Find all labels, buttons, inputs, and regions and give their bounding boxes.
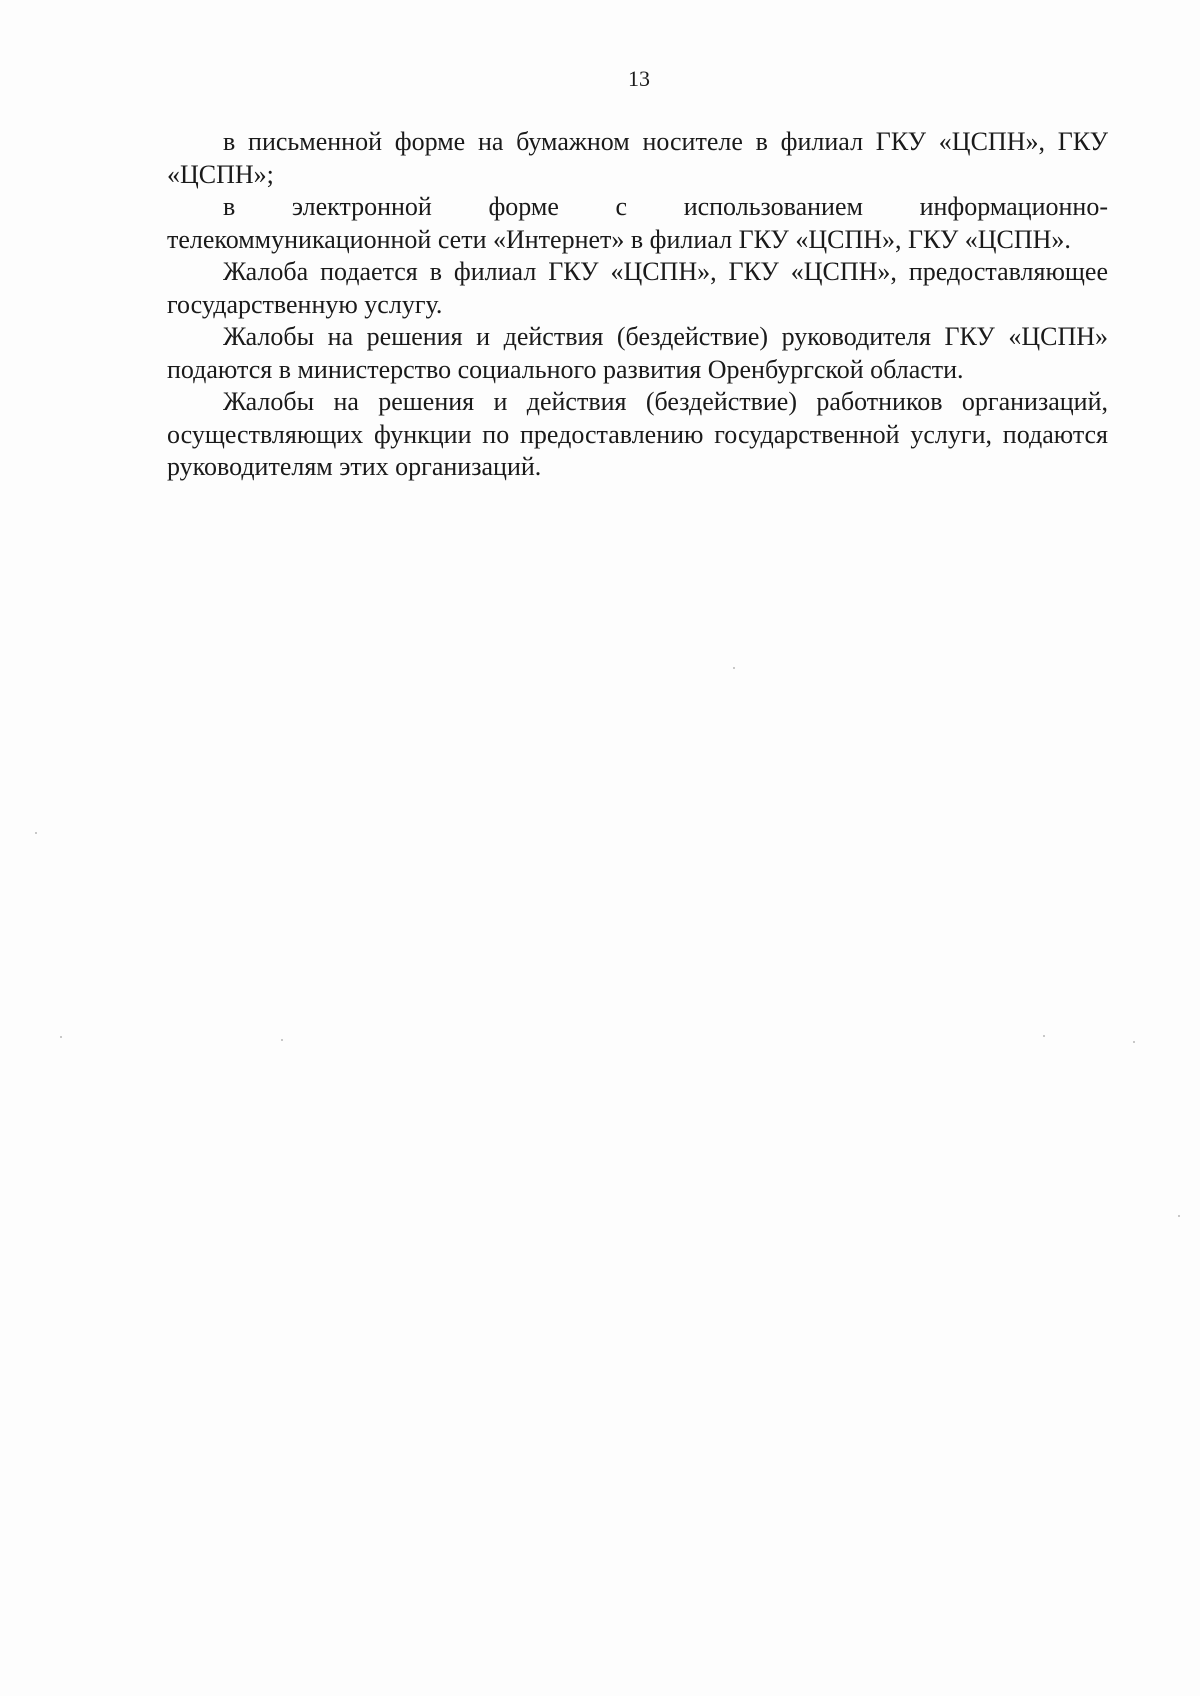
- scan-speck: [35, 832, 37, 834]
- paragraph-paper-form: в письменной форме на бумажном носителе в филиал ГКУ «ЦСПН», ГКУ «ЦСПН»;: [167, 127, 1108, 189]
- paragraph-complaint-filed: Жалоба подается в филиал ГКУ «ЦСПН», ГКУ «ЦСПН», предоставляющее государственную услугу.: [167, 257, 1108, 319]
- scan-speck: [1043, 1035, 1045, 1037]
- scan-speck: [733, 667, 735, 669]
- scan-speck: [1133, 1041, 1135, 1043]
- scan-speck: [60, 1036, 62, 1038]
- page-number: 13: [628, 66, 650, 91]
- paragraph-complaint-employees: Жалобы на решения и действия (бездействие) работников организаций, осуществляющих функции по предоставлению государственной услуги, подаются руководителям этих организаций.: [167, 387, 1108, 481]
- scan-speck: [281, 1039, 283, 1041]
- scan-speck: [1178, 1215, 1180, 1217]
- paragraph-electronic-form: в электронной форме с использованием информационно-телекоммуникационной сети «Интернет» в филиал ГКУ «ЦСПН», ГКУ «ЦСПН».: [167, 192, 1108, 254]
- paragraph-complaint-head: Жалобы на решения и действия (бездействие) руководителя ГКУ «ЦСПН» подаются в министерство социального развития Оренбургской области.: [167, 322, 1108, 384]
- document-body: [167, 126, 1108, 484]
